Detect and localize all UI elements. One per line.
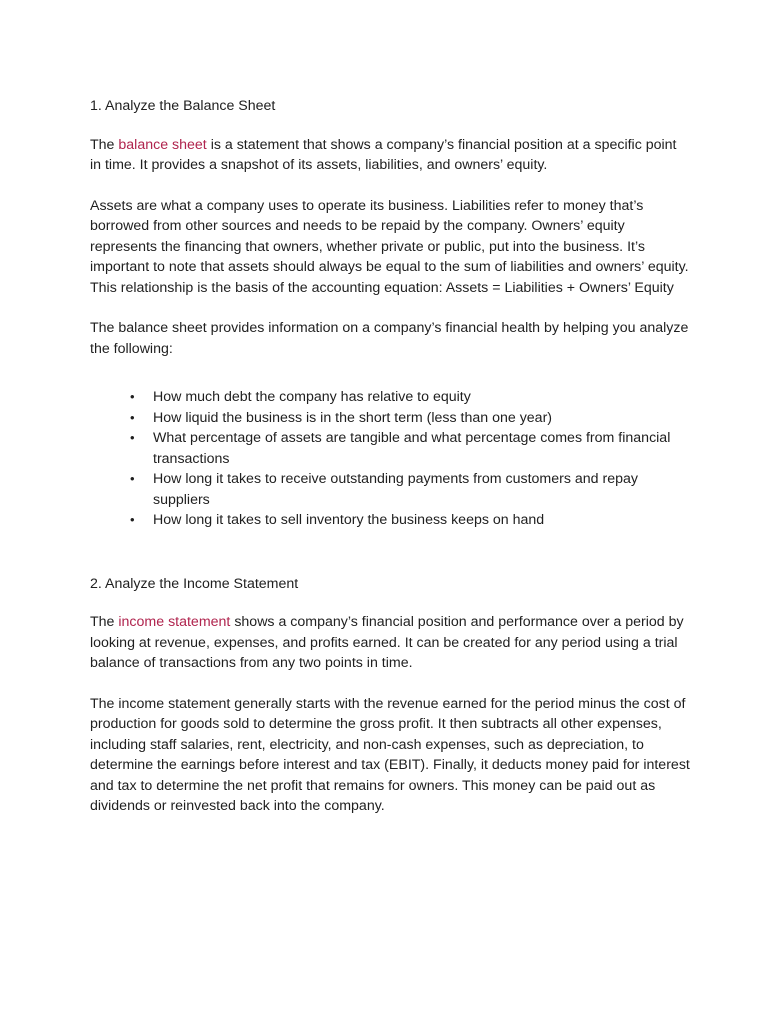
intro-text-after: shows a company’s financial position and performance over a period by looking at revenue, expenses, and profits earned. It can be created for any period using a trial balance of transactions from any two points in time.: [90, 614, 684, 671]
document-page: [90, 96, 690, 817]
analysis-bullet-list: [90, 387, 690, 531]
income-statement-link[interactable]: income statement: [118, 614, 231, 630]
income-statement-intro-paragraph: [90, 612, 690, 674]
bullet-item: • How long it takes to sell inventory the business keeps on hand: [153, 510, 690, 531]
assets-liabilities-paragraph: Assets are what a company uses to operate its business. Liabilities refer to money that’s borrowed from other sources and needs to be repaid by the company. Owners’ equity represents the financing that owners, whether private or public, put into the business. It’s important to note that assets should always be equal to the sum of liabilities and owners’ equity. This relationship is the basis of the accounting equation: Assets = Liabilities + Owners’ Equity: [90, 197, 689, 296]
bullet-item: • How much debt the company has relative to equity: [153, 387, 690, 408]
intro-text-before: The: [90, 136, 119, 153]
intro-text-before: The: [90, 614, 119, 630]
bullet-item: • What percentage of assets are tangible and what percentage comes from financial transactions: [153, 428, 690, 469]
balance-sheet-intro-paragraph: [90, 135, 690, 176]
balance-sheet-info-paragraph: The balance sheet provides information on a company’s financial health by helping you analyze the following:: [90, 320, 689, 357]
bullet-item: • How liquid the business is in the short term (less than one year): [153, 408, 690, 429]
section-heading-balance-sheet: 1. Analyze the Balance Sheet: [90, 98, 276, 114]
bullet-item: • How long it takes to receive outstanding payments from customers and repay suppliers: [153, 469, 690, 510]
intro-text-after: is a statement that shows a company’s financial position at a specific point in time. It provides a snapshot of its assets, liabilities, and owners’ equity.: [90, 136, 677, 173]
income-statement-detail-paragraph: The income statement generally starts with the revenue earned for the period minus the cost of production for goods sold to determine the gross profit. It then subtracts all other expenses, including staff salaries, rent, electricity, and non-cash expenses, such as depreciation, to determine the earnings before interest and tax (EBIT). Finally, it deducts money paid for interest and tax to determine the net profit that remains for owners. This money can be paid out as dividends or reinvested back into the company.: [90, 695, 690, 814]
section-heading-income-statement: 2. Analyze the Income Statement: [90, 575, 299, 592]
balance-sheet-link[interactable]: balance sheet: [118, 136, 207, 153]
